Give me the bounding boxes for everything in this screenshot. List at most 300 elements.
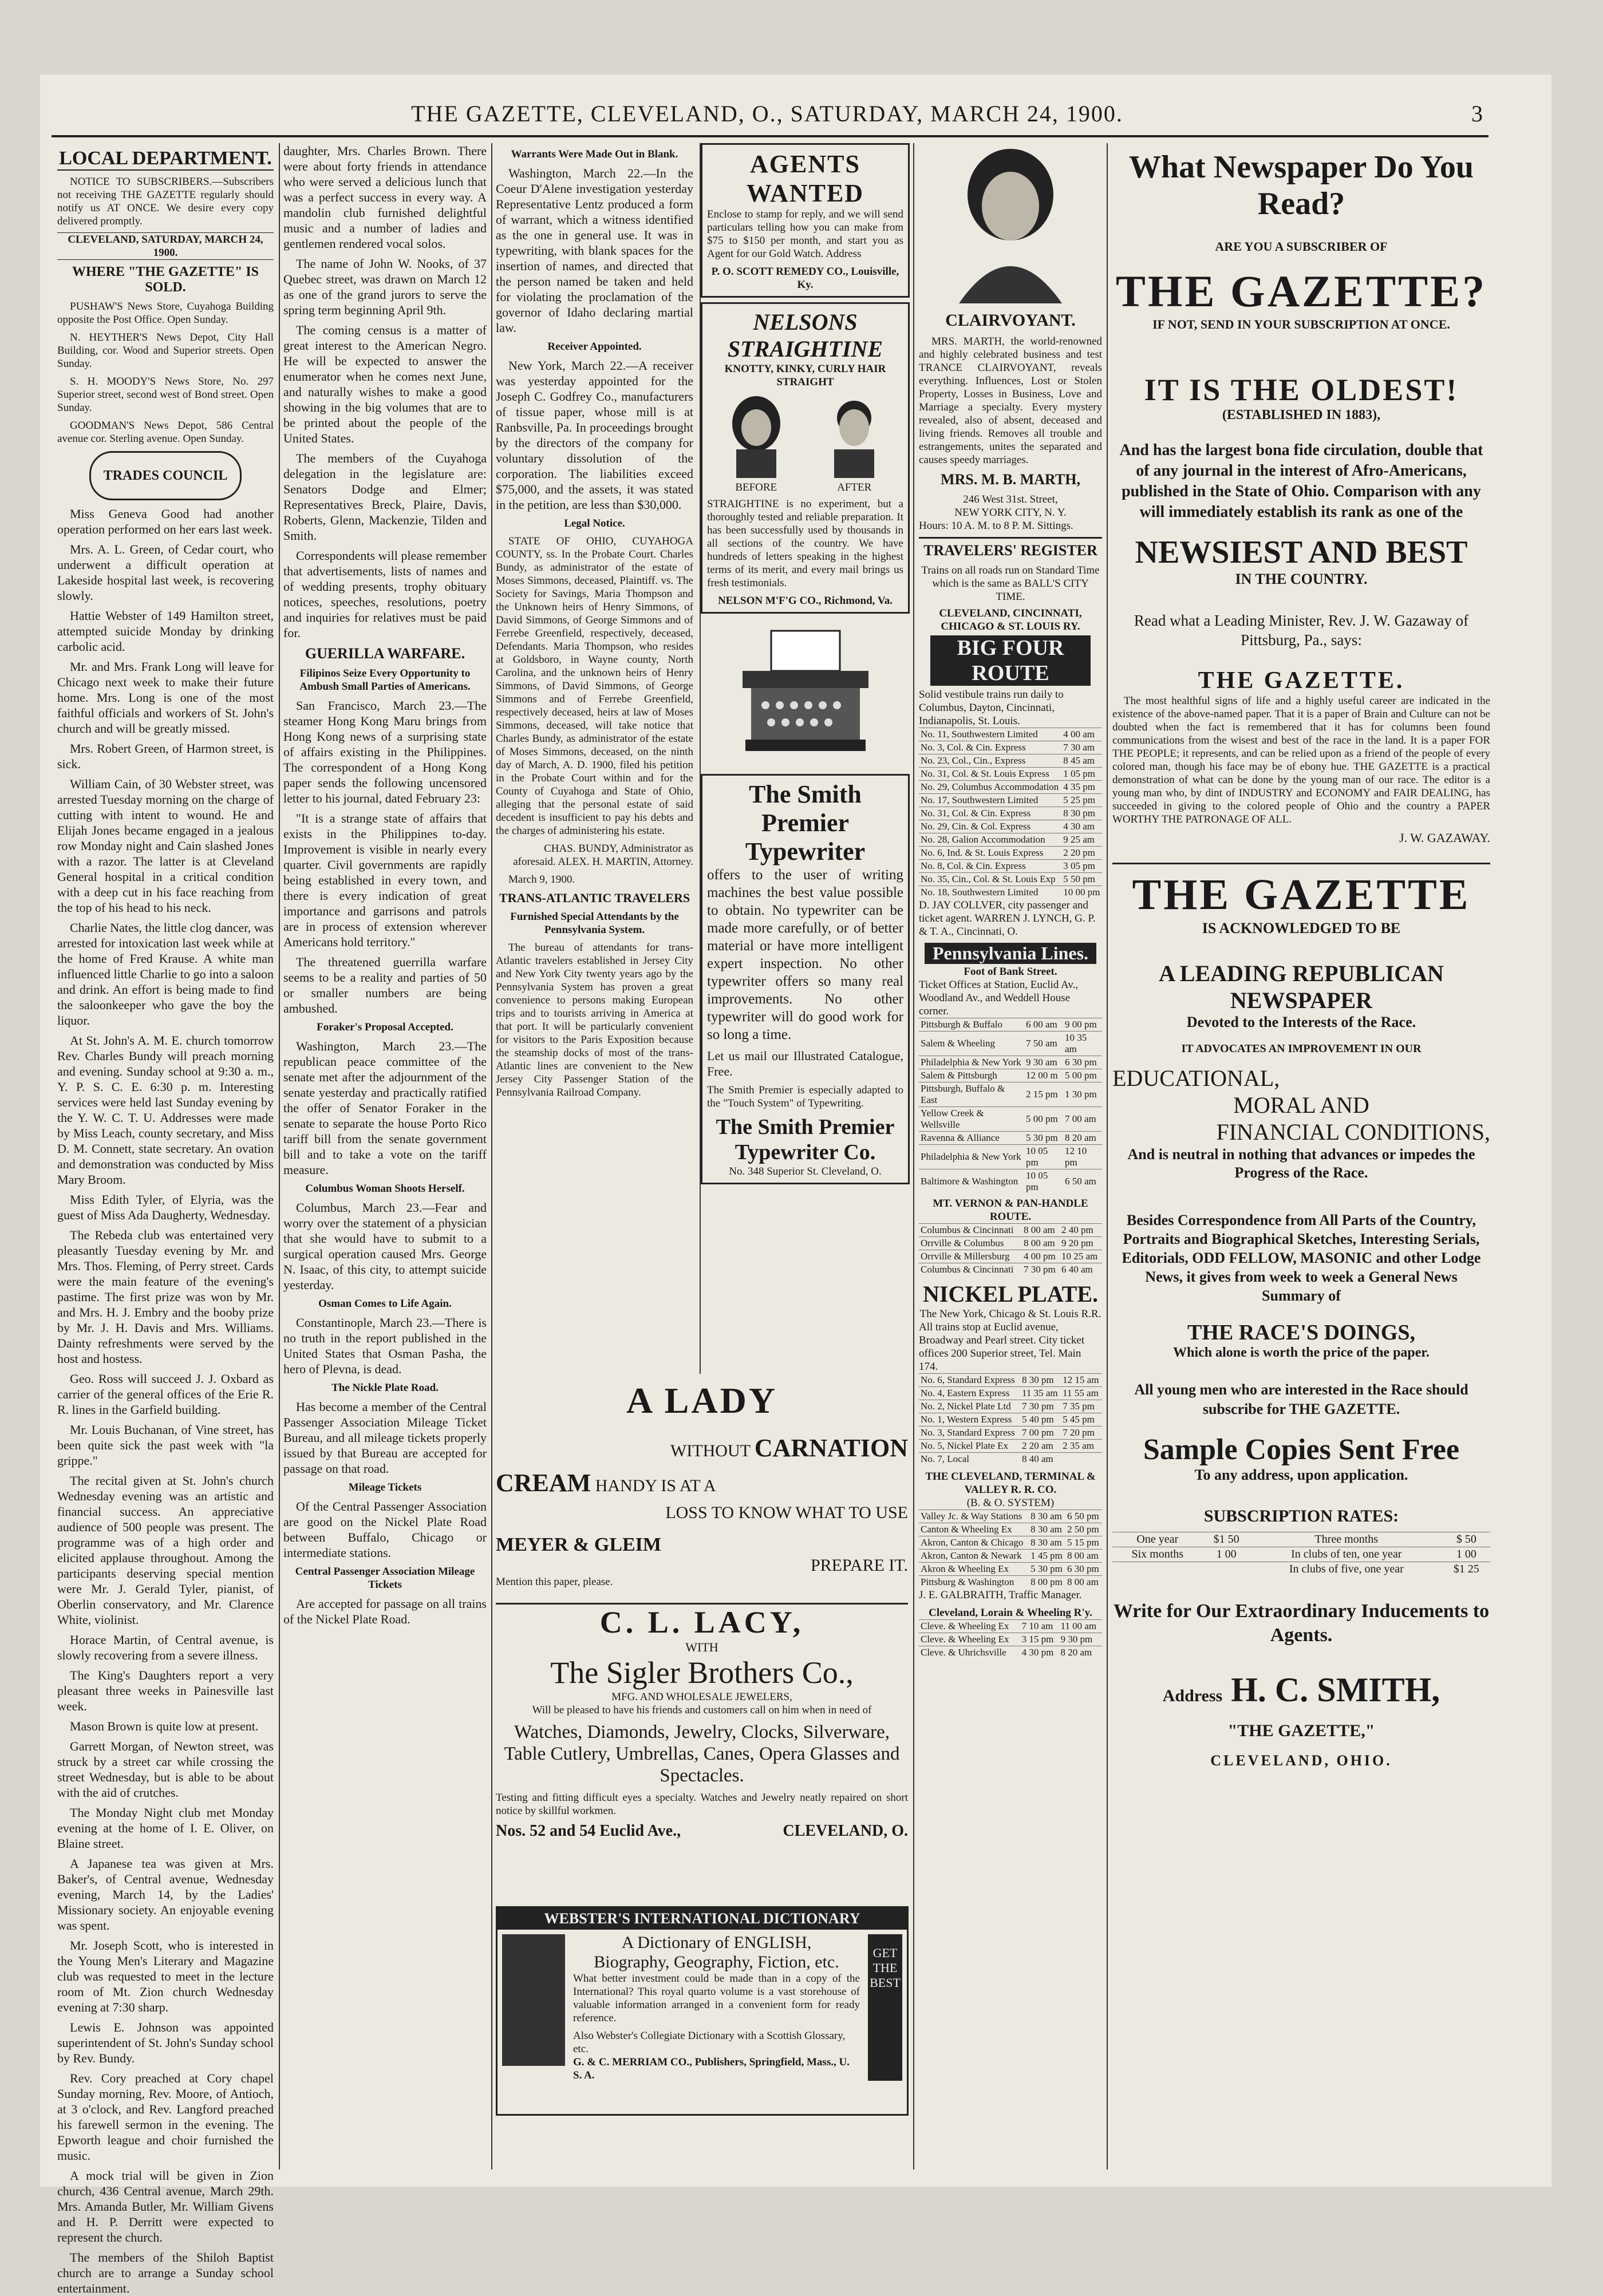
column-local-department xyxy=(57,143,274,2295)
page-header-title: THE GAZETTE, CLEVELAND, O., SATURDAY, MARCH 24, 1900. xyxy=(411,101,1123,127)
train-name: No. 29, Cin. & Col. Express xyxy=(919,820,1061,833)
train-time: 3 15 pm xyxy=(1020,1633,1059,1646)
ad-also: Also Webster's Collegiate Dictionary with a Scottish Glossary, etc. xyxy=(573,2030,846,2055)
ad-title: The Smith Premier Typewriter xyxy=(745,780,866,866)
article-subheading: Filipinos Seize Every Opportunity to Ambush Small Parties of Americans. xyxy=(299,667,471,693)
table-row xyxy=(919,1056,1102,1069)
train-name: No. 18, Southwestern Limited xyxy=(919,886,1061,899)
where-sold-heading: WHERE "THE GAZETTE" IS SOLD. xyxy=(72,264,259,295)
timetable-pennsylvania xyxy=(919,1018,1102,1194)
table-row xyxy=(919,807,1102,820)
table-row xyxy=(919,1132,1102,1145)
circulation-text: And has the largest bona fide circulation, double that of any journal in the interest of Afro-Americans, published in the State of Ohio. Comparison with any will immediately establish its rank as one of the xyxy=(1119,441,1483,521)
table-row xyxy=(919,1018,1102,1032)
table-row xyxy=(919,833,1102,847)
train-time: 6 30 pm xyxy=(1065,1563,1102,1576)
ad-text: offers to the user of writing machines the best value possible to obtain. No typewriter can be made more carefully, or of better material or have more intelligent expert inspection. No other typewriter offers so many real improvements. No other typewriter will do good work for so long a time. xyxy=(707,867,903,1042)
train-name: Philadelphia & New York xyxy=(919,1056,1024,1069)
train-time: 8 30 pm xyxy=(1020,1374,1061,1387)
portrait-before xyxy=(722,392,791,494)
smith-premier-ad xyxy=(701,774,910,1184)
train-time: 11 00 am xyxy=(1059,1620,1102,1633)
train-name: No. 3, Standard Express xyxy=(919,1426,1020,1440)
train-time: 5 50 pm xyxy=(1061,873,1102,886)
train-time: 7 00 pm xyxy=(1020,1426,1061,1440)
timetable-big-four xyxy=(919,728,1102,899)
train-time: 4 30 pm xyxy=(1020,1646,1059,1659)
news-item: Mr. Joseph Scott, who is interested in the Young Men's Literary and Magazine club was requested to meet in the lecture room of Mt. Zion church Wednesday evening at 7:30 sharp. xyxy=(57,1938,274,2014)
article-heading: Foraker's Proposal Accepted. xyxy=(317,1021,453,1033)
ad-address-line xyxy=(496,1822,908,1840)
table-row xyxy=(919,1440,1102,1453)
quote-text: The most healthful signs of life and a highly useful career are indicated in the existence of the above-named paper. That it is a paper of Brain and Culture can not be doubted when the fact is remembered that it has for columns been found communications from the wisest and best of the race in the land. It is a paper FOR THE PEOPLE; it represents, and can be relied upon as a friend of the people of every colored man, though his face may be of ebony hue. THE GAZETTE is a practical demonstration of what can be done by the young man of our race. The editor is a young man who, by dint of INDUSTRY and ECONOMY and FAIR DEALING, has succeeded in giving to the colored people of Ohio and the country a PAPER WORTHY THE PATRONAGE OF ALL. xyxy=(1112,695,1490,825)
train-time: 7 00 am xyxy=(1063,1107,1102,1132)
read-minister: Read what a Leading Minister, Rev. J. W. Gazaway of Pittsburg, Pa., says: xyxy=(1134,612,1469,649)
established: (ESTABLISHED IN 1883), xyxy=(1222,408,1381,422)
clairvoyant-city: NEW YORK CITY, N. Y. xyxy=(954,507,1067,519)
ad-title: A LADY xyxy=(626,1380,778,1421)
column-news-3 xyxy=(496,143,693,1374)
news-item: Garrett Morgan, of Newton street, was struck by a street car while crossing the street Wednesday, but is able to be about with the aid of crutches. xyxy=(57,1739,274,1800)
table-row xyxy=(919,1237,1102,1250)
train-name: No. 6, Standard Express xyxy=(919,1374,1020,1387)
train-time: 8 00 am xyxy=(1022,1224,1060,1237)
table-row xyxy=(919,1563,1102,1576)
train-time: 7 10 am xyxy=(1020,1620,1059,1633)
acknowledged: IS ACKNOWLEDGED TO BE xyxy=(1202,920,1401,936)
train-time: 8 40 am xyxy=(1020,1453,1061,1466)
rate-price: 1 00 xyxy=(1203,1547,1250,1562)
ad-note: Testing and fitting difficult eyes a specialty. Watches and Jewelry neatly repaired on short notice by skillful workmen. xyxy=(496,1792,908,1817)
train-name: Cleve. & Wheeling Ex xyxy=(919,1620,1020,1633)
ad-line: Biography, Geography, Fiction, etc. xyxy=(594,1953,839,1971)
news-stand: PUSHAW'S News Store, Cuyahoga Building opposite the Post Office. Open Sunday. xyxy=(57,301,274,326)
article-heading: Legal Notice. xyxy=(564,517,625,529)
ad-maker: MEYER & GLEIM xyxy=(496,1534,661,1555)
train-name: Canton & Wheeling Ex xyxy=(919,1523,1029,1536)
oldest-headline: IT IS THE OLDEST! xyxy=(1144,373,1459,407)
article-heading: Osman Comes to Life Again. xyxy=(318,1298,452,1310)
travelers-register-heading: TRAVELERS' REGISTER xyxy=(919,537,1102,559)
railroad-note: Ticket Offices at Station, Euclid Av., Woodland Av., and Weddell House corner. xyxy=(919,979,1079,1017)
rate-term: One year xyxy=(1112,1532,1203,1547)
table-row xyxy=(919,873,1102,886)
train-time: 12 10 pm xyxy=(1063,1145,1102,1169)
rate-term: Three months xyxy=(1250,1532,1443,1547)
ad-word: CREAM xyxy=(496,1469,591,1497)
in-country: IN THE COUNTRY. xyxy=(1235,571,1368,587)
page-number: 3 xyxy=(1471,101,1483,127)
news-item: Mrs. Robert Green, of Harmon street, is sick. xyxy=(57,741,274,771)
table-row xyxy=(919,1224,1102,1237)
table-row xyxy=(919,1263,1102,1277)
train-time: 2 20 am xyxy=(1020,1440,1061,1453)
article-text: Washington, March 22.—In the Coeur D'Alene investigation yesterday Representative Lentz produced a form of warrant, which a witness identified as the one in general use. It was in typewriting, with blank spaces for the insertion of names, and directed that the person named be taken and held for violating the proclamation of the governor of Idaho declaring martial law. xyxy=(496,166,693,335)
ad-word: WITHOUT xyxy=(670,1441,751,1460)
article-heading: Central Passenger Association Mileage Tickets xyxy=(295,1566,475,1591)
address-block xyxy=(1112,1670,1490,1710)
clairvoyant-text: MRS. MARTH, the world-renowned and highly celebrated business and test TRANCE CLAIRVOYANT, reveals everything. Influences, Lost or Stolen Property, Losses in Business, Love and Marriage a specialty. Every mystery revealed, also of absent, deceased and living friends. Removes all trouble and estrangements, unites the separated and causes speedy marriages. xyxy=(919,335,1102,466)
table-row xyxy=(919,1032,1102,1056)
train-time: 4 00 am xyxy=(1061,728,1102,741)
dateline: CLEVELAND, SATURDAY, MARCH 24, 1900. xyxy=(57,232,274,260)
train-name: Cleve. & Uhrichsville xyxy=(919,1646,1020,1659)
ad-address: P. O. SCOTT REMEDY CO., Louisville, Ky. xyxy=(711,266,899,291)
table-row xyxy=(1112,1547,1490,1562)
ad-body xyxy=(498,1930,907,2085)
train-time: 3 05 pm xyxy=(1061,860,1102,873)
train-name: No. 17, Southwestern Limited xyxy=(919,794,1061,807)
newsiest-headline: NEWSIEST AND BEST xyxy=(1135,535,1468,570)
table-row xyxy=(919,820,1102,833)
article-subheading: Furnished Special Attendants by the Pennsylvania System. xyxy=(510,911,679,936)
article-heading: GUERILLA WARFARE. xyxy=(305,645,465,662)
train-time: 11 35 am xyxy=(1020,1387,1061,1400)
article-text: Of the Central Passenger Association are good on the Nickel Plate Road between Buffalo, Chicago or intermediate stations. xyxy=(283,1499,487,1560)
train-name: No. 35, Cin., Col. & St. Louis Exp xyxy=(919,873,1061,886)
news-item: At St. John's A. M. E. church tomorrow Rev. Charles Bundy will preach morning and evening. Sunday school at 9:30 a. m., Y. P. S. C. E. 6:30 p. m. Interesting services were held last Sunday evening by the Y. W. C. T. U. Addresses were made by Miss Leach, county secretary, and Miss D. M. Connett, state secretary. An ovation and demonstration was conducted by Miss Mary Broom. xyxy=(57,1033,274,1187)
ad-company: The Sigler Brothers Co., xyxy=(550,1655,854,1690)
column-4-ads-schedules xyxy=(919,143,1102,2169)
ad-title: NELSONS STRAIGHTINE xyxy=(727,309,883,362)
train-time: 7 50 am xyxy=(1024,1032,1063,1056)
big-four-logo: BIG FOUR ROUTE xyxy=(930,635,1091,686)
train-time: 6 00 am xyxy=(1024,1018,1063,1032)
ad-line-1 xyxy=(496,1433,908,1463)
educational: EDUCATIONAL, xyxy=(1112,1065,1280,1091)
quote-title: THE GAZETTE. xyxy=(1198,667,1405,694)
ad-prepare: PREPARE IT. xyxy=(810,1556,908,1575)
train-name: Pittsburgh & Buffalo xyxy=(919,1018,1024,1032)
ad-title: AGENTS WANTED xyxy=(746,150,864,207)
railroad-name: CLEVELAND, CINCINNATI, CHICAGO & ST. LOUIS RY. xyxy=(939,607,1082,633)
train-name: Salem & Wheeling xyxy=(919,1032,1024,1056)
train-name: No. 31, Col. & St. Louis Express xyxy=(919,768,1061,781)
train-time: 1 45 pm xyxy=(1029,1550,1065,1563)
article-heading: Columbus Woman Shoots Herself. xyxy=(305,1183,465,1195)
rate-price: 1 00 xyxy=(1443,1547,1490,1562)
table-row xyxy=(919,847,1102,860)
subscriber-notice: NOTICE TO SUBSCRIBERS.—Subscribers not receiving THE GAZETTE regularly should notify us AT ONCE. We desire every copy delivered promptly. xyxy=(57,176,274,227)
train-name: Orrville & Columbus xyxy=(919,1237,1022,1250)
train-time: 10 25 am xyxy=(1060,1250,1102,1263)
ad-text: Enclose to stamp for reply, and we will send particulars telling how you can make from $75 to $150 per month, and start you as Agent for our Gold Watch. Address xyxy=(707,208,903,260)
train-time: 7 30 pm xyxy=(1020,1400,1061,1413)
table-row xyxy=(1112,1532,1490,1547)
rate-term: In clubs of ten, one year xyxy=(1250,1547,1443,1562)
sample-sub: To any address, upon application. xyxy=(1194,1467,1408,1483)
address-label: Address xyxy=(1162,1686,1223,1705)
ad-title: WEBSTER'S INTERNATIONAL DICTIONARY xyxy=(498,1908,907,1930)
article-text: Washington, March 23.—The republican peace committee of the senate met after the adjournment of the senate yesterday and practically ratified the offer of Senator Foraker in the senate to separate the house Porto Rico tariff bill from the senate government bill and to take a vote on the tariff measure. xyxy=(283,1039,487,1177)
advocates: IT ADVOCATES AN IMPROVEMENT IN OUR xyxy=(1181,1042,1422,1055)
table-row xyxy=(919,1387,1102,1400)
news-stand: N. HEYTHER'S News Depot, City Hall Building, cor. Wood and Superior streets. Open Sunday. xyxy=(57,331,274,370)
section-heading: LOCAL DEPARTMENT. xyxy=(57,148,274,171)
legal-notice-text: STATE OF OHIO, CUYAHOGA COUNTY, ss. In the Probate Court. Charles Bundy, as administrator of the estate of Moses Simmons, deceased, Plaintiff. vs. The Society for Savings, Maria Thompson and the Unknown heirs of Henry Simmons, of David Simmons, of George Simmons and of Ferrebe Greenfield, respectively, deceased, Defendants. Maria Thompson, who resides at Goldsboro, in Wayne county, North Carolina, and the unknown heirs of Henry Simmons, of David Simmons, of George Simmons and of Ferrebe Greenfield, respectively deceased, heirs at law of Moses Simmons, deceased, will take notice that Charles Bundy, as administrator of the estate of Moses Simmons, deceased, on the ninth day of March, A. D. 1900, filed his petition in the Probate Court within and for the County of Cuyahoga and State of Ohio, alleging that the personal estate of said decedent is insufficient to pay his debts and the charges of administering his estate. xyxy=(496,535,693,837)
subscriber-question: ARE YOU A SUBSCRIBER OF xyxy=(1215,239,1388,254)
table-row xyxy=(919,1107,1102,1132)
railroad-name: Cleveland, Lorain & Wheeling R'y. xyxy=(929,1607,1092,1619)
race-doings: THE RACE'S DOINGS, xyxy=(1187,1321,1416,1345)
before-label: BEFORE xyxy=(735,481,777,493)
article-text: Constantinople, March 23.—There is no truth in the report published in the United States that Osman Pasha, the hero of Plevna, is dead. xyxy=(283,1315,487,1376)
train-time: 9 00 pm xyxy=(1063,1018,1102,1032)
article-heading: TRANS-ATLANTIC TRAVELERS xyxy=(499,891,690,905)
register-intro: Trains on all roads run on Standard Time which is the same as BALL'S CITY TIME. xyxy=(921,564,1100,603)
train-time: 8 00 am xyxy=(1065,1576,1102,1589)
table-row xyxy=(919,1550,1102,1563)
train-name: No. 11, Southwestern Limited xyxy=(919,728,1061,741)
gazette-title-2: THE GAZETTE xyxy=(1132,871,1471,919)
rates-title: SUBSCRIPTION RATES: xyxy=(1203,1507,1399,1526)
table-row xyxy=(919,860,1102,873)
train-name: No. 31, Col. & Cin. Express xyxy=(919,807,1061,820)
table-row xyxy=(919,1510,1102,1523)
column-gazette-ad xyxy=(1112,143,1490,2169)
table-row xyxy=(919,1633,1102,1646)
table-row xyxy=(919,1069,1102,1082)
train-time xyxy=(1061,1453,1102,1466)
table-row xyxy=(919,741,1102,754)
ad-publisher: G. & C. MERRIAM CO., Publishers, Springfield, Mass., U. S. A. xyxy=(573,2056,850,2081)
rate-term: In clubs of five, one year xyxy=(1250,1562,1443,1577)
train-time: 11 55 am xyxy=(1061,1387,1102,1400)
train-name: Philadelphia & New York xyxy=(919,1145,1024,1169)
ad-title: C. L. LACY, xyxy=(599,1605,804,1639)
train-time: 5 30 pm xyxy=(1024,1132,1063,1145)
table-row xyxy=(919,1620,1102,1633)
ad-copy xyxy=(570,1930,863,2085)
article-heading: The Nickle Plate Road. xyxy=(331,1382,439,1394)
train-name: No. 1, Western Express xyxy=(919,1413,1020,1426)
column-divider xyxy=(913,143,914,2169)
ad-text: STRAIGHTINE is no experiment, but a thoroughly tested and reliable preparation. It has been successfully used by thousands in all sections of the country. We have hundreds of letters speaking in the highest terms of its merit, and every mail brings us fresh testimonials. xyxy=(707,498,903,589)
news-item: Mrs. A. L. Green, of Cedar court, who underwent a difficult operation at Lakeside hospital last week, is recovering slowly. xyxy=(57,542,274,603)
table-row xyxy=(919,728,1102,741)
train-time: 5 40 pm xyxy=(1020,1413,1061,1426)
train-name: Cleve. & Wheeling Ex xyxy=(919,1633,1020,1646)
column-ads-3 xyxy=(700,143,910,1374)
table-row xyxy=(919,886,1102,899)
news-item: A mock trial will be given in Zion church, 436 Central avenue, March 29th. Mrs. Amanda Butler, Mr. William Givens and H. P. Derritt were expected to represent the church. xyxy=(57,2168,274,2244)
table-row xyxy=(919,1523,1102,1536)
train-time: 6 50 pm xyxy=(1065,1510,1102,1523)
railroad-name: MT. VERNON & PAN-HANDLE ROUTE. xyxy=(933,1198,1088,1223)
article-text: Columbus, March 23.—Fear and worry over the statement of a physician that she would have to submit to a surgical operation caused Mrs. George N. Isaac, of this city, to attempt suicide yesterday. xyxy=(283,1200,487,1292)
table-row xyxy=(919,1400,1102,1413)
news-item: Mason Brown is quite low at present. xyxy=(70,1719,259,1733)
address-city: CLEVELAND, OHIO. xyxy=(1210,1752,1392,1769)
write-agents: Write for Our Extraordinary Inducements to Agents. xyxy=(1113,1601,1490,1646)
ad-address: NELSON M'F'G CO., Richmond, Va. xyxy=(717,595,893,607)
train-time: 8 00 am xyxy=(1022,1237,1060,1250)
train-time: 7 30 pm xyxy=(1022,1263,1060,1277)
table-row xyxy=(919,754,1102,768)
train-time: 10 05 pm xyxy=(1024,1145,1063,1169)
train-time: 5 30 pm xyxy=(1029,1563,1065,1576)
ad-text: What better investment could be made than in a copy of the International? This royal quarto volume is a vast storehouse of valuable information arranged in a convenient form for ready reference. xyxy=(573,1973,860,2024)
train-time: 5 15 pm xyxy=(1065,1536,1102,1550)
news-item: The Rebeda club was entertained very pleasantly Tuesday evening by Mr. and Mrs. Thos. Fleming, of Perry street. Cards were the main feature of the evening's pastime. The first prize was won by Mr. and Mrs. H. J. Embry and the booby prize by Mr. J. H. Davis and Mrs. Williams. Dainty refreshments were served by the host and hostess. xyxy=(57,1228,274,1366)
news-item: Correspondents will please remember that advertisements, lists of names and of wedding presents, trophy obituary notices, speeches, resolutions, poetry and inquiries for relatives must be paid for. xyxy=(283,548,487,640)
train-time: 8 20 am xyxy=(1059,1646,1102,1659)
table-row xyxy=(919,1646,1102,1659)
railroad-sub: (B. & O. SYSTEM) xyxy=(966,1497,1055,1509)
subscription-rates xyxy=(1112,1532,1490,1576)
financial: FINANCIAL CONDITIONS, xyxy=(1216,1119,1490,1145)
train-time: 8 45 am xyxy=(1061,754,1102,768)
column-divider xyxy=(491,143,492,2169)
train-time: 2 35 am xyxy=(1061,1440,1102,1453)
train-time: 8 30 am xyxy=(1029,1523,1065,1536)
ad-line: A Dictionary of ENGLISH, xyxy=(621,1933,812,1952)
address-paper: "THE GAZETTE," xyxy=(1227,1721,1375,1740)
table-row xyxy=(919,1374,1102,1387)
train-time: 12 15 am xyxy=(1061,1374,1102,1387)
train-name: Columbus & Cincinnati xyxy=(919,1224,1022,1237)
news-item: A Japanese tea was given at Mrs. Baker's, of Central avenue, Wednesday evening, March 14, by the Ladies' Missionary society. An enjoyable evening was spent. xyxy=(57,1856,274,1933)
before-after-portraits xyxy=(707,392,903,494)
train-name: No. 23, Col., Cin., Express xyxy=(919,754,1061,768)
agents-wanted-ad xyxy=(701,143,910,298)
article-text: The threatened guerrilla warfare seems to be a reality and parties of 50 or smaller numbers are being ambushed. xyxy=(283,955,487,1015)
table-row xyxy=(919,1426,1102,1440)
train-time: 2 40 pm xyxy=(1060,1224,1102,1237)
news-item: William Cain, of 30 Webster street, was arrested Tuesday morning on the charge of cutting with intent to wound. He and Elijah Jones became engaged in a jealous row Monday night and Cain slashed Jones with a razor. The latter is at Cleveland General hospital in a critical condition with a deep cut in his face reaching from the top of his head to his neck. xyxy=(57,777,274,915)
address-name: H. C. SMITH, xyxy=(1231,1671,1440,1709)
typewriter-icon xyxy=(731,625,880,762)
railroad-sub: The New York, Chicago & St. Louis R.R. xyxy=(919,1308,1101,1320)
article-text: New York, March 22.—A receiver was yesterday appointed for the Joseph C. Godfrey Co., manufacturers of tissue paper, whose mill is at Ranbsville, Pa. In proceedings brought by the directors of the company for voluntary dissolution of the corporation. The liabilities exceed $75,000, and the assets, it was stated in the petition, are less than $30,000. xyxy=(496,358,693,512)
train-name: Pittsburg & Washington xyxy=(919,1576,1029,1589)
train-time: 8 00 am xyxy=(1065,1550,1102,1563)
news-item: The Monday Night club met Monday evening at the home of I. E. Oliver, on Blaine street. xyxy=(57,1805,274,1851)
devoted: Devoted to the Interests of the Race. xyxy=(1186,1014,1416,1030)
news-item: Rev. Cory preached at Cory chapel Sunday morning, Rev. Moore, of Antioch, at 3 o'clock, and Rev. Langford preached his farewell sermon in the evening. The Epworth league and choir furnished the music. xyxy=(57,2071,274,2163)
railroad-sub: Foot of Bank Street. xyxy=(964,966,1057,978)
train-name: Akron, Canton & Newark xyxy=(919,1550,1029,1563)
table-row xyxy=(919,1145,1102,1169)
train-time: 6 40 am xyxy=(1060,1263,1102,1277)
train-time: 4 30 am xyxy=(1061,820,1102,833)
trades-council-emblem xyxy=(89,451,242,500)
woman-portrait-icon xyxy=(820,392,889,478)
pennsylvania-lines-logo: Pennsylvania Lines. xyxy=(925,943,1096,964)
train-time: 8 20 am xyxy=(1063,1132,1102,1145)
train-name: No. 6, Ind. & St. Louis Express xyxy=(919,847,1061,860)
train-time: 10 00 pm xyxy=(1061,886,1102,899)
train-time: 10 35 am xyxy=(1063,1032,1102,1056)
lacy-jewelers-ad xyxy=(496,1603,908,1902)
article-text: "It is a strange state of affairs that exists in the Philippines to-day. Improvement is visible in nearly every quarter. Civil governments are rapidly being established in every town, and there is every indication of great importance and garrisons and patrols are in process of extension wherever Americans hold territory." xyxy=(283,811,487,949)
timetable-terminal-valley xyxy=(919,1509,1102,1588)
railroad-note: All trains stop at Euclid avenue, Broadway and Pearl street. City ticket offices 200 Superior street, Tel. Main 174. xyxy=(919,1321,1085,1373)
ad-city: CLEVELAND, O. xyxy=(783,1822,908,1840)
ad-line-3: LOSS TO KNOW WHAT TO USE xyxy=(665,1503,908,1522)
train-name: No. 8, Col. & Cin. Express xyxy=(919,860,1061,873)
moral: MORAL AND xyxy=(1233,1092,1369,1118)
column-divider xyxy=(279,143,280,2169)
header-rule xyxy=(52,135,1488,137)
ad-with: WITH xyxy=(685,1640,718,1654)
train-name: No. 5, Nickel Plate Ex xyxy=(919,1440,1020,1453)
rate-price: $1 25 xyxy=(1443,1562,1490,1577)
quote-signature: J. W. GAZAWAY. xyxy=(1399,831,1490,845)
table-row xyxy=(919,1082,1102,1107)
ad-catalogue: Let us mail our Illustrated Catalogue, Free. xyxy=(707,1049,903,1078)
article-text: San Francisco, March 23.—The steamer Hong Kong Maru brings from Hong Kong news of a surprising state of affairs existing in the Philippines. The correspondent of a Hong Kong paper sends the following uncensored letter to his journal, dated February 23: xyxy=(283,698,487,805)
train-name: Akron, Canton & Chicago xyxy=(919,1536,1029,1550)
train-time: 5 25 pm xyxy=(1061,794,1102,807)
ad-address: No. 348 Superior St. Cleveland, O. xyxy=(729,1165,882,1177)
ad-word: CARNATION xyxy=(754,1434,908,1462)
train-time: 1 05 pm xyxy=(1061,768,1102,781)
ad-mention: Mention this paper, please. xyxy=(496,1576,613,1588)
rate-term xyxy=(1112,1562,1203,1577)
railroad-name: THE CLEVELAND, TERMINAL & VALLEY R. R. CO. xyxy=(925,1471,1096,1496)
news-item: Lewis E. Johnson was appointed superintendent of St. John's Sunday school by Rev. Bundy. xyxy=(57,2020,274,2065)
news-item: daughter, Mrs. Charles Brown. There were about forty friends in attendance who were served a delicious lunch that was a perfect success in every way. A mandolin club furnished delightful music and a number of ladies and gentlemen rendered vocal solos. xyxy=(283,144,487,251)
column-news-2 xyxy=(283,143,487,2169)
train-time: 2 50 pm xyxy=(1065,1523,1102,1536)
masthead xyxy=(52,100,1483,135)
train-name: Pittsburgh, Buffalo & East xyxy=(919,1082,1024,1107)
divider xyxy=(1112,863,1490,864)
legal-signature: CHAS. BUNDY, Administrator as aforesaid. ALEX. H. MARTIN, Attorney. xyxy=(513,843,693,868)
train-time: 9 25 am xyxy=(1061,833,1102,847)
article-heading: Receiver Appointed. xyxy=(547,341,642,353)
table-row xyxy=(919,1250,1102,1263)
train-time: 8 30 am xyxy=(1029,1536,1065,1550)
news-item: Geo. Ross will succeed J. J. Oxbard as carrier of the general offices of the Erie R. R. lines in the Garfield building. xyxy=(57,1372,274,1417)
train-name: No. 29, Columbus Accommodation xyxy=(919,781,1061,794)
news-item: The members of the Shiloh Baptist church are to arrange a Sunday school entertainment. xyxy=(57,2250,274,2295)
question-headline: What Newspaper Do You Read? xyxy=(1128,149,1474,222)
table-row xyxy=(919,1413,1102,1426)
train-name: Baltimore & Washington xyxy=(919,1169,1024,1194)
nickel-plate-logo: NICKEL PLATE. xyxy=(923,1281,1098,1307)
young-men-text: All young men who are interested in the Race should subscribe for THE GAZETTE. xyxy=(1134,1381,1468,1417)
news-item: Mr. Louis Buchanan, of Vine street, has been quite sick the past week with "la grippe." xyxy=(57,1422,274,1468)
train-time: 1 30 pm xyxy=(1063,1082,1102,1107)
news-item: Miss Edith Tyler, of Elyria, was the guest of Miss Ada Daugherty, Wednesday. xyxy=(57,1192,274,1222)
clairvoyant-address: 246 West 31st. Street, xyxy=(963,493,1058,505)
train-name: Akron & Wheeling Ex xyxy=(919,1563,1029,1576)
gazette-title: THE GAZETTE? xyxy=(1115,266,1487,316)
train-time: 9 30 am xyxy=(1024,1056,1063,1069)
timetable-lorain-wheeling xyxy=(919,1619,1102,1659)
train-time: 8 30 am xyxy=(1029,1510,1065,1523)
typewriter-illustration xyxy=(701,619,910,768)
ad-word: HANDY IS AT A xyxy=(595,1476,716,1495)
dictionary-book-icon xyxy=(502,1934,565,2066)
news-item: The name of John W. Nooks, of 37 Quebec street, was drawn on March 12 as one of the grand jurors to serve the spring term beginning April 9th. xyxy=(283,256,487,317)
news-item: The coming census is a matter of great interest to the American Negro. He will be expected to answer the enumerator when he comes next June, and naturally wishes to make a good showing in the big volumes that are to be printed about the people of the United States. xyxy=(283,323,487,445)
train-name: No. 7, Local xyxy=(919,1453,1020,1466)
train-time: 6 50 am xyxy=(1063,1169,1102,1194)
news-item: Horace Martin, of Central avenue, is slowly recovering from a severe illness. xyxy=(57,1633,274,1662)
railroad-agent: D. JAY COLLVER, city passenger and ticket agent. WARREN J. LYNCH, G. P. & T. A., Cincinnati, O. xyxy=(919,899,1096,938)
train-time: 6 30 pm xyxy=(1063,1056,1102,1069)
train-time: 2 20 pm xyxy=(1061,847,1102,860)
news-stand: GOODMAN'S News Depot, 586 Central avenue cor. Sterling avenue. Open Sunday. xyxy=(57,420,274,445)
train-name: No. 4, Eastern Express xyxy=(919,1387,1020,1400)
table-row xyxy=(919,1453,1102,1466)
ad-invite: Will be pleased to have his friends and customers call on him when in need of xyxy=(532,1704,872,1716)
republican-headline: A LEADING REPUBLICAN NEWSPAPER xyxy=(1159,961,1444,1013)
train-name: Yellow Creek & Wellsville xyxy=(919,1107,1024,1132)
